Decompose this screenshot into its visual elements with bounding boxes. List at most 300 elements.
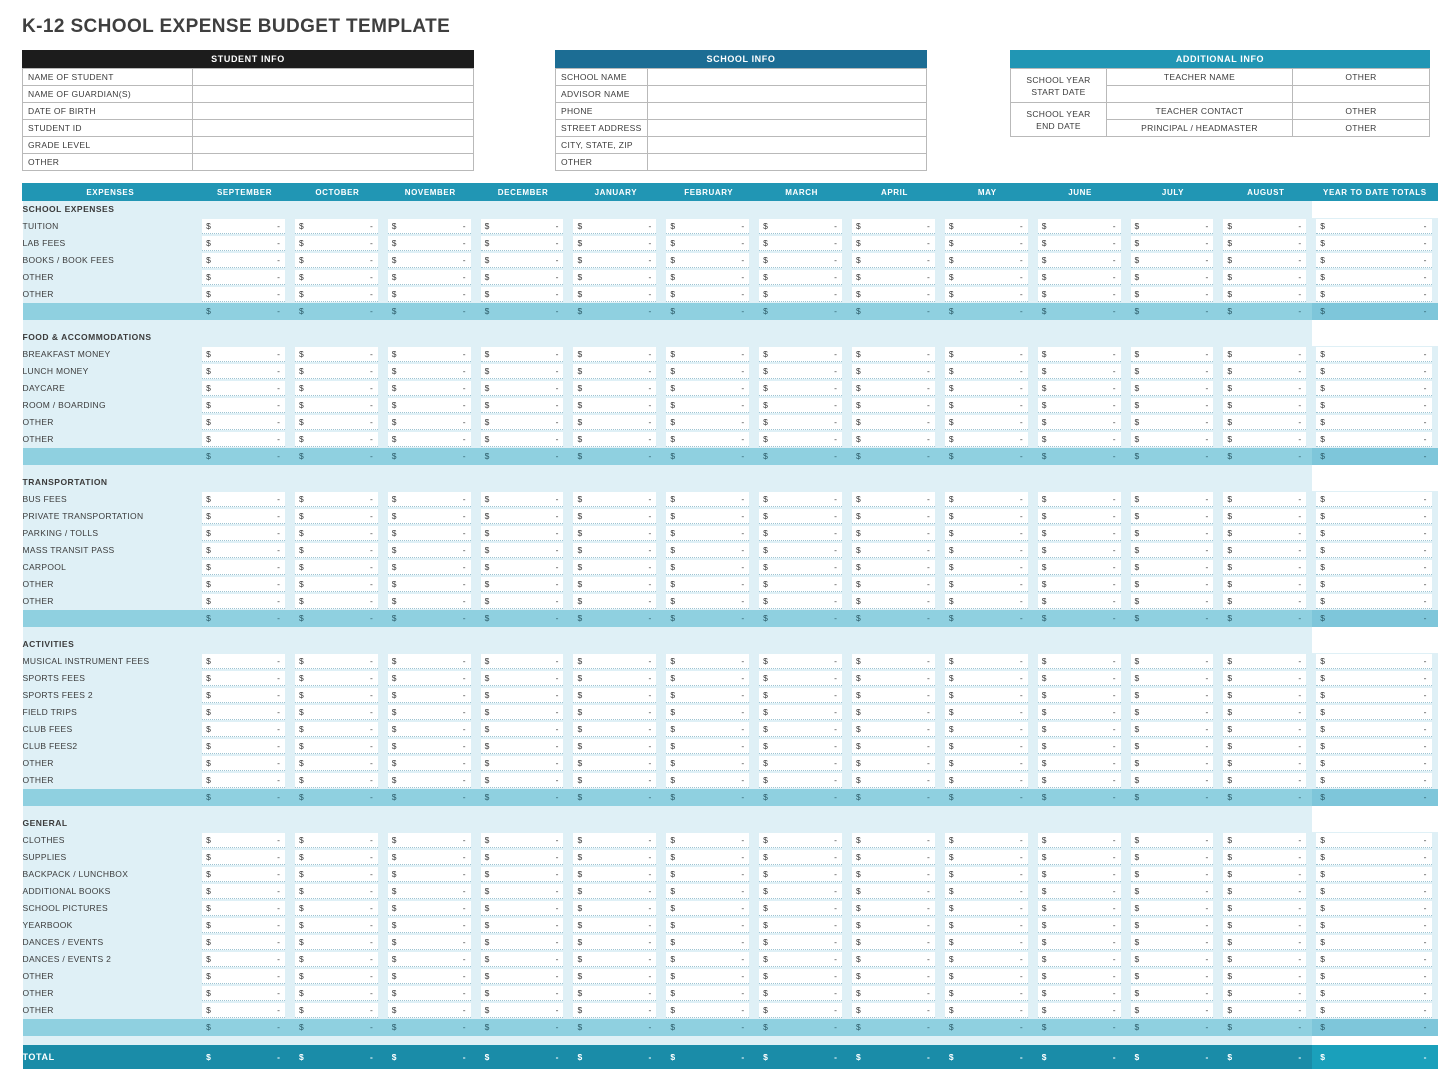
amount-field[interactable] [481, 398, 564, 413]
expense-amount-cell[interactable] [848, 721, 941, 738]
amount-field[interactable] [295, 705, 378, 720]
subtotal-amount-cell[interactable] [755, 610, 848, 627]
amount-field[interactable] [295, 594, 378, 609]
amount-field[interactable] [945, 688, 1028, 703]
expense-amount-cell[interactable] [848, 286, 941, 303]
expense-amount-cell[interactable] [941, 414, 1034, 431]
amount-field[interactable] [202, 705, 285, 720]
amount-field[interactable] [202, 594, 285, 609]
expense-amount-cell[interactable] [848, 542, 941, 559]
grand-total-amount-cell[interactable] [384, 1045, 477, 1069]
expense-amount-cell[interactable] [941, 704, 1034, 721]
expense-amount-cell[interactable] [662, 508, 755, 525]
amount-field[interactable] [295, 790, 378, 805]
amount-field[interactable] [666, 1003, 749, 1018]
amount-field[interactable] [759, 1046, 842, 1068]
expense-amount-cell[interactable] [848, 252, 941, 269]
expense-amount-cell[interactable] [941, 832, 1034, 849]
amount-field[interactable] [202, 415, 285, 430]
expense-amount-cell[interactable] [662, 491, 755, 508]
expense-amount-cell[interactable] [477, 269, 570, 286]
amount-field[interactable] [1038, 935, 1121, 950]
amount-field[interactable] [1316, 705, 1431, 720]
expense-amount-cell[interactable] [941, 576, 1034, 593]
expense-amount-cell[interactable] [662, 252, 755, 269]
amount-field[interactable] [202, 884, 285, 899]
subtotal-amount-cell[interactable] [291, 448, 384, 465]
amount-field[interactable] [481, 986, 564, 1001]
expense-ytd-cell[interactable] [1312, 286, 1437, 303]
amount-field[interactable] [1038, 347, 1121, 362]
amount-field[interactable] [1316, 671, 1431, 686]
expense-amount-cell[interactable] [291, 252, 384, 269]
amount-field[interactable] [1131, 884, 1214, 899]
amount-field[interactable] [295, 671, 378, 686]
expense-amount-cell[interactable] [291, 346, 384, 363]
amount-field[interactable] [852, 1046, 935, 1068]
expense-amount-cell[interactable] [291, 508, 384, 525]
expense-amount-cell[interactable] [291, 542, 384, 559]
grand-total-amount-cell[interactable] [662, 1045, 755, 1069]
expense-amount-cell[interactable] [198, 525, 291, 542]
expense-amount-cell[interactable] [1127, 687, 1220, 704]
expense-amount-cell[interactable] [1219, 397, 1312, 414]
expense-amount-cell[interactable] [755, 576, 848, 593]
expense-amount-cell[interactable] [569, 397, 662, 414]
subtotal-amount-cell[interactable] [755, 448, 848, 465]
expense-amount-cell[interactable] [291, 721, 384, 738]
amount-field[interactable] [1131, 688, 1214, 703]
amount-field[interactable] [1316, 594, 1431, 609]
amount-field[interactable] [481, 1046, 564, 1068]
amount-field[interactable] [759, 986, 842, 1001]
expense-amount-cell[interactable] [1219, 286, 1312, 303]
expense-amount-cell[interactable] [384, 917, 477, 934]
amount-field[interactable] [1131, 722, 1214, 737]
expense-amount-cell[interactable] [1219, 363, 1312, 380]
subtotal-amount-cell[interactable] [198, 303, 291, 320]
amount-field[interactable] [945, 236, 1028, 251]
amount-field[interactable] [481, 884, 564, 899]
amount-field[interactable] [1038, 901, 1121, 916]
expense-amount-cell[interactable] [848, 968, 941, 985]
expense-amount-cell[interactable] [384, 491, 477, 508]
expense-amount-cell[interactable] [848, 832, 941, 849]
amount-field[interactable] [295, 398, 378, 413]
subtotal-amount-cell[interactable] [1127, 610, 1220, 627]
expense-amount-cell[interactable] [1034, 397, 1127, 414]
subtotal-amount-cell[interactable] [662, 1019, 755, 1036]
expense-amount-cell[interactable] [1219, 235, 1312, 252]
expense-ytd-cell[interactable] [1312, 738, 1437, 755]
expense-amount-cell[interactable] [1219, 704, 1312, 721]
amount-field[interactable] [388, 1046, 471, 1068]
expense-amount-cell[interactable] [1127, 704, 1220, 721]
expense-amount-cell[interactable] [941, 653, 1034, 670]
expense-ytd-cell[interactable] [1312, 269, 1437, 286]
amount-field[interactable] [759, 347, 842, 362]
amount-field[interactable] [388, 577, 471, 592]
amount-field[interactable] [573, 850, 656, 865]
amount-field[interactable] [573, 509, 656, 524]
amount-field[interactable] [666, 918, 749, 933]
amount-field[interactable] [945, 560, 1028, 575]
amount-field[interactable] [1316, 270, 1431, 285]
expense-amount-cell[interactable] [941, 431, 1034, 448]
expense-amount-cell[interactable] [477, 414, 570, 431]
expense-ytd-cell[interactable] [1312, 985, 1437, 1002]
amount-field[interactable] [481, 381, 564, 396]
expense-ytd-cell[interactable] [1312, 252, 1437, 269]
amount-field[interactable] [666, 654, 749, 669]
expense-amount-cell[interactable] [477, 593, 570, 610]
subtotal-amount-cell[interactable] [384, 789, 477, 806]
amount-field[interactable] [945, 304, 1028, 319]
expense-amount-cell[interactable] [1034, 252, 1127, 269]
expense-amount-cell[interactable] [941, 670, 1034, 687]
expense-amount-cell[interactable] [1127, 346, 1220, 363]
expense-amount-cell[interactable] [1034, 670, 1127, 687]
amount-field[interactable] [852, 833, 935, 848]
amount-field[interactable] [481, 654, 564, 669]
amount-field[interactable] [202, 773, 285, 788]
expense-amount-cell[interactable] [755, 346, 848, 363]
amount-field[interactable] [295, 969, 378, 984]
amount-field[interactable] [852, 1003, 935, 1018]
expense-amount-cell[interactable] [384, 576, 477, 593]
amount-field[interactable] [295, 773, 378, 788]
expense-amount-cell[interactable] [1219, 985, 1312, 1002]
amount-field[interactable] [388, 594, 471, 609]
amount-field[interactable] [481, 901, 564, 916]
amount-field[interactable] [295, 543, 378, 558]
expense-amount-cell[interactable] [1034, 985, 1127, 1002]
school-info-value[interactable] [648, 86, 927, 103]
amount-field[interactable] [852, 850, 935, 865]
expense-amount-cell[interactable] [569, 576, 662, 593]
expense-amount-cell[interactable] [1127, 559, 1220, 576]
amount-field[interactable] [759, 671, 842, 686]
amount-field[interactable] [1223, 526, 1306, 541]
amount-field[interactable] [852, 236, 935, 251]
amount-field[interactable] [1131, 833, 1214, 848]
expense-amount-cell[interactable] [1219, 508, 1312, 525]
amount-field[interactable] [1223, 381, 1306, 396]
grand-total-amount-cell[interactable] [848, 1045, 941, 1069]
amount-field[interactable] [945, 432, 1028, 447]
amount-field[interactable] [666, 790, 749, 805]
subtotal-amount-cell[interactable] [1127, 1019, 1220, 1036]
expense-amount-cell[interactable] [1219, 883, 1312, 900]
expense-amount-cell[interactable] [477, 772, 570, 789]
expense-amount-cell[interactable] [1127, 542, 1220, 559]
expense-amount-cell[interactable] [569, 431, 662, 448]
amount-field[interactable] [388, 901, 471, 916]
expense-ytd-cell[interactable] [1312, 772, 1437, 789]
amount-field[interactable] [1223, 867, 1306, 882]
expense-amount-cell[interactable] [662, 900, 755, 917]
amount-field[interactable] [481, 253, 564, 268]
amount-field[interactable] [573, 833, 656, 848]
expense-amount-cell[interactable] [1034, 431, 1127, 448]
expense-amount-cell[interactable] [198, 380, 291, 397]
expense-amount-cell[interactable] [477, 542, 570, 559]
expense-amount-cell[interactable] [941, 1002, 1034, 1019]
amount-field[interactable] [1038, 287, 1121, 302]
amount-field[interactable] [666, 935, 749, 950]
expense-ytd-cell[interactable] [1312, 755, 1437, 772]
amount-field[interactable] [1223, 270, 1306, 285]
expense-amount-cell[interactable] [569, 738, 662, 755]
amount-field[interactable] [759, 705, 842, 720]
amount-field[interactable] [481, 560, 564, 575]
amount-field[interactable] [573, 1020, 656, 1035]
amount-field[interactable] [573, 773, 656, 788]
expense-amount-cell[interactable] [291, 397, 384, 414]
expense-amount-cell[interactable] [1219, 431, 1312, 448]
subtotal-amount-cell[interactable] [1127, 303, 1220, 320]
amount-field[interactable] [1316, 986, 1431, 1001]
amount-field[interactable] [1131, 867, 1214, 882]
expense-amount-cell[interactable] [569, 525, 662, 542]
expense-amount-cell[interactable] [1219, 772, 1312, 789]
expense-amount-cell[interactable] [198, 883, 291, 900]
amount-field[interactable] [759, 560, 842, 575]
amount-field[interactable] [388, 449, 471, 464]
expense-amount-cell[interactable] [569, 508, 662, 525]
expense-amount-cell[interactable] [1127, 755, 1220, 772]
expense-amount-cell[interactable] [384, 380, 477, 397]
amount-field[interactable] [573, 952, 656, 967]
amount-field[interactable] [388, 560, 471, 575]
expense-amount-cell[interactable] [569, 951, 662, 968]
expense-amount-cell[interactable] [1034, 755, 1127, 772]
amount-field[interactable] [295, 1020, 378, 1035]
expense-amount-cell[interactable] [941, 508, 1034, 525]
amount-field[interactable] [295, 1003, 378, 1018]
expense-amount-cell[interactable] [662, 542, 755, 559]
amount-field[interactable] [1316, 526, 1431, 541]
amount-field[interactable] [945, 509, 1028, 524]
expense-amount-cell[interactable] [1127, 653, 1220, 670]
amount-field[interactable] [1038, 1003, 1121, 1018]
grand-total-amount-cell[interactable] [1034, 1045, 1127, 1069]
grand-total-amount-cell[interactable] [1219, 1045, 1312, 1069]
expense-amount-cell[interactable] [198, 653, 291, 670]
amount-field[interactable] [573, 756, 656, 771]
amount-field[interactable] [666, 850, 749, 865]
student-info-value[interactable] [193, 103, 474, 120]
expense-amount-cell[interactable] [1127, 832, 1220, 849]
amount-field[interactable] [1038, 739, 1121, 754]
expense-amount-cell[interactable] [198, 286, 291, 303]
amount-field[interactable] [573, 253, 656, 268]
expense-amount-cell[interactable] [755, 380, 848, 397]
amount-field[interactable] [202, 253, 285, 268]
expense-amount-cell[interactable] [941, 559, 1034, 576]
expense-amount-cell[interactable] [755, 951, 848, 968]
expense-amount-cell[interactable] [662, 755, 755, 772]
amount-field[interactable] [1131, 1003, 1214, 1018]
expense-amount-cell[interactable] [291, 704, 384, 721]
expense-amount-cell[interactable] [477, 397, 570, 414]
amount-field[interactable] [945, 449, 1028, 464]
expense-amount-cell[interactable] [1127, 883, 1220, 900]
amount-field[interactable] [481, 415, 564, 430]
amount-field[interactable] [573, 1003, 656, 1018]
amount-field[interactable] [573, 594, 656, 609]
expense-amount-cell[interactable] [941, 755, 1034, 772]
amount-field[interactable] [1038, 918, 1121, 933]
subtotal-amount-cell[interactable] [1127, 789, 1220, 806]
expense-amount-cell[interactable] [941, 380, 1034, 397]
amount-field[interactable] [388, 739, 471, 754]
amount-field[interactable] [295, 304, 378, 319]
amount-field[interactable] [481, 1020, 564, 1035]
amount-field[interactable] [945, 739, 1028, 754]
expense-amount-cell[interactable] [755, 1002, 848, 1019]
school-info-value[interactable] [648, 137, 927, 154]
expense-amount-cell[interactable] [662, 593, 755, 610]
amount-field[interactable] [1038, 381, 1121, 396]
expense-amount-cell[interactable] [941, 491, 1034, 508]
expense-amount-cell[interactable] [1034, 832, 1127, 849]
amount-field[interactable] [202, 952, 285, 967]
subtotal-amount-cell[interactable] [755, 789, 848, 806]
expense-amount-cell[interactable] [941, 687, 1034, 704]
expense-amount-cell[interactable] [848, 363, 941, 380]
subtotal-amount-cell[interactable] [1219, 610, 1312, 627]
amount-field[interactable] [388, 381, 471, 396]
subtotal-amount-cell[interactable] [662, 610, 755, 627]
amount-field[interactable] [295, 986, 378, 1001]
amount-field[interactable] [573, 790, 656, 805]
expense-amount-cell[interactable] [291, 1002, 384, 1019]
expense-amount-cell[interactable] [384, 721, 477, 738]
expense-amount-cell[interactable] [477, 832, 570, 849]
subtotal-amount-cell[interactable] [662, 303, 755, 320]
expense-amount-cell[interactable] [384, 985, 477, 1002]
amount-field[interactable] [388, 347, 471, 362]
amount-field[interactable] [1316, 654, 1431, 669]
expense-amount-cell[interactable] [384, 559, 477, 576]
amount-field[interactable] [202, 833, 285, 848]
amount-field[interactable] [852, 867, 935, 882]
expense-amount-cell[interactable] [1034, 286, 1127, 303]
expense-amount-cell[interactable] [1127, 525, 1220, 542]
expense-amount-cell[interactable] [941, 218, 1034, 235]
amount-field[interactable] [1316, 492, 1431, 507]
amount-field[interactable] [1223, 756, 1306, 771]
expense-amount-cell[interactable] [198, 252, 291, 269]
amount-field[interactable] [481, 773, 564, 788]
amount-field[interactable] [573, 560, 656, 575]
amount-field[interactable] [1131, 287, 1214, 302]
expense-amount-cell[interactable] [569, 593, 662, 610]
expense-amount-cell[interactable] [1034, 576, 1127, 593]
amount-field[interactable] [202, 560, 285, 575]
amount-field[interactable] [759, 398, 842, 413]
expense-amount-cell[interactable] [569, 1002, 662, 1019]
amount-field[interactable] [1223, 1003, 1306, 1018]
expense-amount-cell[interactable] [1219, 1002, 1312, 1019]
expense-amount-cell[interactable] [1219, 653, 1312, 670]
amount-field[interactable] [481, 867, 564, 882]
expense-amount-cell[interactable] [1127, 670, 1220, 687]
expense-amount-cell[interactable] [1034, 917, 1127, 934]
expense-amount-cell[interactable] [662, 866, 755, 883]
amount-field[interactable] [573, 449, 656, 464]
expense-amount-cell[interactable] [291, 269, 384, 286]
amount-field[interactable] [481, 492, 564, 507]
expense-amount-cell[interactable] [1127, 286, 1220, 303]
amount-field[interactable] [202, 364, 285, 379]
amount-field[interactable] [388, 253, 471, 268]
amount-field[interactable] [481, 364, 564, 379]
amount-field[interactable] [759, 287, 842, 302]
expense-amount-cell[interactable] [1219, 687, 1312, 704]
expense-amount-cell[interactable] [291, 832, 384, 849]
amount-field[interactable] [1223, 722, 1306, 737]
amount-field[interactable] [573, 986, 656, 1001]
amount-field[interactable] [388, 850, 471, 865]
school-info-value[interactable] [648, 103, 927, 120]
expense-amount-cell[interactable] [1219, 900, 1312, 917]
amount-field[interactable] [388, 287, 471, 302]
amount-field[interactable] [573, 654, 656, 669]
amount-field[interactable] [1316, 884, 1431, 899]
expense-ytd-cell[interactable] [1312, 559, 1437, 576]
amount-field[interactable] [666, 739, 749, 754]
expense-amount-cell[interactable] [662, 525, 755, 542]
expense-amount-cell[interactable] [1219, 252, 1312, 269]
amount-field[interactable] [388, 415, 471, 430]
expense-amount-cell[interactable] [941, 525, 1034, 542]
expense-amount-cell[interactable] [291, 380, 384, 397]
amount-field[interactable] [202, 935, 285, 950]
amount-field[interactable] [1316, 219, 1431, 234]
amount-field[interactable] [945, 901, 1028, 916]
grand-total-amount-cell[interactable] [1127, 1045, 1220, 1069]
amount-field[interactable] [573, 219, 656, 234]
expense-amount-cell[interactable] [291, 576, 384, 593]
amount-field[interactable] [1316, 790, 1431, 805]
amount-field[interactable] [388, 773, 471, 788]
amount-field[interactable] [1131, 901, 1214, 916]
amount-field[interactable] [202, 1020, 285, 1035]
amount-field[interactable] [1038, 432, 1121, 447]
amount-field[interactable] [1131, 270, 1214, 285]
amount-field[interactable] [1316, 773, 1431, 788]
amount-field[interactable] [295, 739, 378, 754]
expense-amount-cell[interactable] [1127, 849, 1220, 866]
amount-field[interactable] [1223, 492, 1306, 507]
expense-amount-cell[interactable] [941, 235, 1034, 252]
amount-field[interactable] [295, 270, 378, 285]
amount-field[interactable] [759, 654, 842, 669]
amount-field[interactable] [945, 756, 1028, 771]
amount-field[interactable] [1038, 364, 1121, 379]
amount-field[interactable] [666, 492, 749, 507]
amount-field[interactable] [388, 935, 471, 950]
amount-field[interactable] [1131, 952, 1214, 967]
expense-amount-cell[interactable] [384, 900, 477, 917]
amount-field[interactable] [388, 986, 471, 1001]
expense-amount-cell[interactable] [1219, 738, 1312, 755]
grand-total-amount-cell[interactable] [291, 1045, 384, 1069]
amount-field[interactable] [1131, 347, 1214, 362]
expense-amount-cell[interactable] [477, 687, 570, 704]
